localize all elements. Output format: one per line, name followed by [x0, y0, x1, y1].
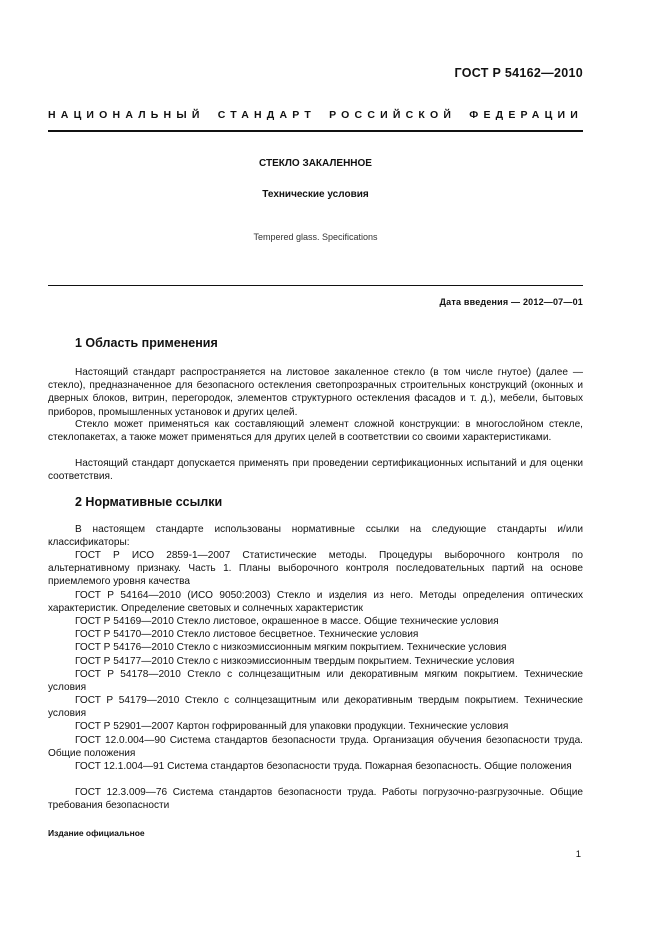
- reference-item: ГОСТ 12.0.004—90 Система стандартов безопасности труда. Организация обучения безопасности труда. Общие положения: [48, 735, 583, 760]
- reference-item: ГОСТ Р 54178—2010 Стекло с солнцезащитным или декоративным мягким покрытием. Технические условия: [48, 669, 583, 694]
- page-number: 1: [575, 849, 581, 860]
- banner-word: СТАНДАРТ: [217, 109, 316, 121]
- reference-item: ГОСТ Р 54164—2010 (ИСО 9050:2003) Стекло и изделия из него. Методы определения оптических характеристик. Определение световых и солнечных характеристик: [48, 590, 583, 615]
- doc-subtitle: Технические условия: [262, 189, 369, 200]
- banner-word: ФЕДЕРАЦИИ: [469, 109, 583, 121]
- doc-number: ГОСТ Р 54162—2010: [454, 66, 583, 80]
- reference-item: ГОСТ 12.3.009—76 Система стандартов безопасности труда. Работы погрузочно-разгрузочные. Общие требования безопасности: [48, 787, 583, 812]
- section-heading: 1 Область применения: [75, 336, 218, 350]
- paragraph: Настоящий стандарт допускается применять при проведении сертификационных испытаний и для оценки соответствия.: [48, 458, 583, 483]
- paragraph: Настоящий стандарт распространяется на листовое закаленное стекло (в том числе гнутое) (далее — стекло), предназначенное для безопасного остекления светопрозрачных строительных конструкций (оконных и дверных блоков, витрин, перегородок, элементов структурного остекления фасадов и т. д.), мебели, бытовых приборов, промышленных установок и других целей.: [48, 367, 583, 418]
- reference-item: ГОСТ Р 54169—2010 Стекло листовое, окрашенное в массе. Общие технические условия: [75, 616, 499, 627]
- reference-item: ГОСТ Р 54176—2010 Стекло с низкоэмиссионным мягким покрытием. Технические условия: [75, 642, 507, 653]
- title-rule: [48, 285, 583, 286]
- paragraph: В настоящем стандарте использованы нормативные ссылки на следующие стандарты и/или классификаторы:: [48, 524, 583, 549]
- reference-item: ГОСТ Р 54179—2010 Стекло с солнцезащитным или декоративным твердым покрытием. Технические условия: [48, 695, 583, 720]
- doc-title: СТЕКЛО ЗАКАЛЕННОЕ: [259, 158, 372, 169]
- introduction-date: Дата введения — 2012—07—01: [439, 297, 583, 307]
- section-heading: 2 Нормативные ссылки: [75, 495, 223, 509]
- reference-item: ГОСТ Р 52901—2007 Картон гофрированный для упаковки продукции. Технические условия: [75, 721, 509, 732]
- reference-item: ГОСТ 12.1.004—91 Система стандартов безопасности труда. Пожарная безопасность. Общие положения: [75, 761, 572, 772]
- official-edition-note: Издание официальное: [48, 828, 145, 838]
- banner-word: РОССИЙСКОЙ: [329, 109, 457, 121]
- banner-word: НАЦИОНАЛЬНЫЙ: [48, 109, 205, 121]
- paragraph: Стекло может применяться как составляющий элемент сложной конструкции: в многослойном стекле, стеклопакетах, а также может применяться для других целей в соответствии со своими характеристиками.: [48, 419, 583, 444]
- doc-title-english: Tempered glass. Specifications: [253, 232, 378, 242]
- reference-item: ГОСТ Р 54177—2010 Стекло с низкоэмиссионным твердым покрытием. Технические условия: [75, 656, 515, 667]
- standard-banner: [48, 109, 583, 121]
- reference-item: ГОСТ Р 54170—2010 Стекло листовое бесцветное. Технические условия: [75, 629, 419, 640]
- reference-item: ГОСТ Р ИСО 2859-1—2007 Статистические методы. Процедуры выборочного контроля по альтернативному признаку. Часть 1. Планы выборочного контроля последовательных партий на основе приемлемого уровня качества: [48, 550, 583, 588]
- banner-rule: [48, 130, 583, 132]
